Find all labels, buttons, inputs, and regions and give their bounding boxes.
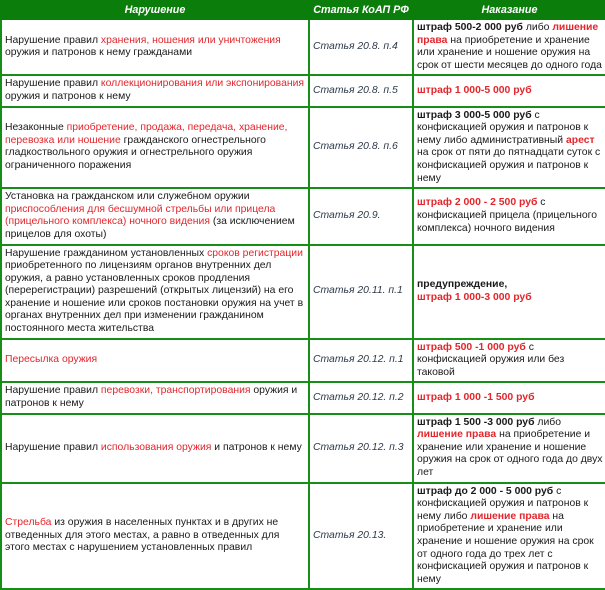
violation-cell xyxy=(1,19,309,75)
article-cell: Статья 20.12. п.2 xyxy=(309,382,413,413)
article-cell: Статья 20.13. xyxy=(309,483,413,590)
violation-segment: приобретение, продажа, передача, хранение, перевозка или ношение xyxy=(5,122,288,146)
table-row xyxy=(1,382,605,413)
header-article: Статья КоАП РФ xyxy=(309,1,413,19)
penalty-segment: штраф 1 000-3 000 руб xyxy=(417,291,532,303)
violation-segment: хранения, ношения или уничтожения xyxy=(100,34,281,46)
violation-segment: Установка на гражданском или служебном оружии xyxy=(5,191,250,203)
penalty-segment: с конфискацией оружия и патронов к нему либо административный xyxy=(417,109,589,146)
table-row xyxy=(1,188,605,244)
header-penalty: Наказание xyxy=(413,1,605,19)
penalty-segment: штраф до 2 000 - 5 000 руб xyxy=(417,485,554,497)
penalty-cell xyxy=(413,339,605,383)
header-violation: Нарушение xyxy=(1,1,309,19)
article-cell: Статья 20.12. п.3 xyxy=(309,414,413,483)
violation-segment: Нарушение правил xyxy=(5,441,101,453)
penalty-segment: штраф 1 000-5 000 руб xyxy=(417,84,532,96)
violation-segment: из оружия в населенных пунктах и в других не отведенных для этого местах, а равно в отведенных для этого местах с нарушением установленных правил xyxy=(5,517,280,554)
violation-segment: Нарушение правил xyxy=(5,34,101,46)
table-row xyxy=(1,245,605,339)
penalty-segment: лишение права xyxy=(470,510,550,522)
table-row xyxy=(1,483,605,590)
penalty-segment: штраф 500-2 000 руб xyxy=(417,22,523,33)
penalty-segment: предупреждение, xyxy=(417,278,508,290)
article-cell: Статья 20.8. п.6 xyxy=(309,107,413,189)
violation-segment: Незаконные xyxy=(5,122,67,134)
article-cell: Статья 20.8. п.4 xyxy=(309,19,413,75)
violation-segment: оружия и патронов к нему xyxy=(5,90,131,102)
table-body xyxy=(1,19,605,589)
penalty-segment: либо xyxy=(522,22,553,33)
violation-segment: Нарушение гражданином установленных xyxy=(5,247,208,259)
violation-segment: Пересылка оружия xyxy=(5,354,98,366)
penalty-cell xyxy=(413,245,605,339)
penalty-segment: штраф 3 000-5 000 руб xyxy=(417,109,532,121)
violation-segment: сроков регистрации xyxy=(207,247,303,259)
violation-cell xyxy=(1,414,309,483)
violation-segment: коллекционирования или экспонирования xyxy=(100,78,305,90)
penalty-segment: арест xyxy=(565,134,595,146)
violation-segment: приспособления для бесшумной стрельбы или прицела (прицельного комплекса) ночного видения xyxy=(5,203,276,228)
penalty-segment: на приобретение и хранение или хранение и ношение оружия на срок от шести месяцев до одного года xyxy=(417,34,602,71)
violation-segment: и патронов к нему xyxy=(211,441,302,453)
violation-cell xyxy=(1,107,309,189)
penalty-segment: штраф 1 500 -3 000 руб xyxy=(417,416,535,428)
penalty-segment: с конфискацией оружия или без таковой xyxy=(417,341,565,378)
article-cell: Статья 20.8. п.5 xyxy=(309,75,413,106)
penalty-segment: штраф 1 000 -1 500 руб xyxy=(417,391,535,403)
penalty-segment: штраф 2 000 - 2 500 руб xyxy=(417,197,538,209)
article-cell: Статья 20.11. п.1 xyxy=(309,245,413,339)
violation-segment: использования оружия xyxy=(100,441,212,453)
penalty-segment: лишение права xyxy=(417,22,599,46)
violation-cell xyxy=(1,188,309,244)
violation-cell xyxy=(1,483,309,590)
penalty-cell xyxy=(413,414,605,483)
table-row xyxy=(1,414,605,483)
penalty-cell xyxy=(413,382,605,413)
penalty-segment: штраф 500 -1 000 руб xyxy=(417,341,526,353)
penalty-segment: с конфискацией оружия и патронов к нему либо xyxy=(417,485,589,522)
violation-segment: приобретенного по лицензиям органов внутренних дел оружия, а равно установленных сроков продления (перерегистрации) разрешений (открытых лицензий) на его хранение и ношение или сроков постановки оружия на учет в органах внутренних дел при изменении гражданином постоянного места жительства xyxy=(5,260,304,335)
penalty-segment: на приобретение и хранение или хранение и ношение оружия на срок от одного года до двух лет xyxy=(417,429,603,478)
penalty-cell xyxy=(413,107,605,189)
table-row xyxy=(1,75,605,106)
penalty-cell xyxy=(413,188,605,244)
violation-segment: оружия и патронов к нему xyxy=(5,385,298,410)
article-cell: Статья 20.9. xyxy=(309,188,413,244)
violation-segment: Стрельба xyxy=(5,517,52,529)
header-row xyxy=(1,1,605,19)
violation-segment: оружия и патронов к нему гражданами xyxy=(5,47,193,59)
violation-segment: (за исключением прицелов для охоты) xyxy=(5,216,295,240)
violation-cell xyxy=(1,382,309,413)
penalty-segment: на приобретение и хранение или хранение и ношение оружия на срок от одного года до трех лет с конфискацией оружия и патронов к нему xyxy=(417,510,594,585)
violation-segment: перевозки, транспортирования xyxy=(100,385,251,397)
violation-cell xyxy=(1,245,309,339)
article-cell: Статья 20.12. п.1 xyxy=(309,339,413,383)
penalty-segment: на срок от пяти до пятнадцати суток с конфискацией оружия и патронов к нему xyxy=(417,147,601,184)
table-row xyxy=(1,339,605,383)
violation-segment: Нарушение правил xyxy=(5,385,101,397)
table-row xyxy=(1,107,605,189)
penalty-cell xyxy=(413,75,605,106)
penalty-cell xyxy=(413,19,605,75)
penalty-segment: лишение права xyxy=(417,429,497,441)
penalty-segment: либо xyxy=(534,416,561,428)
violation-cell xyxy=(1,339,309,383)
table-row xyxy=(1,19,605,75)
penalty-segment: с конфискацией прицела (прицельного комплекса) ночного видения xyxy=(417,197,597,234)
violation-segment: гражданского огнестрельного гладкоствольного оружия и огнестрельного оружия ограниченного поражения xyxy=(5,134,266,171)
penalty-cell xyxy=(413,483,605,590)
violation-segment: Нарушение правил xyxy=(5,78,101,90)
violation-cell xyxy=(1,75,309,106)
